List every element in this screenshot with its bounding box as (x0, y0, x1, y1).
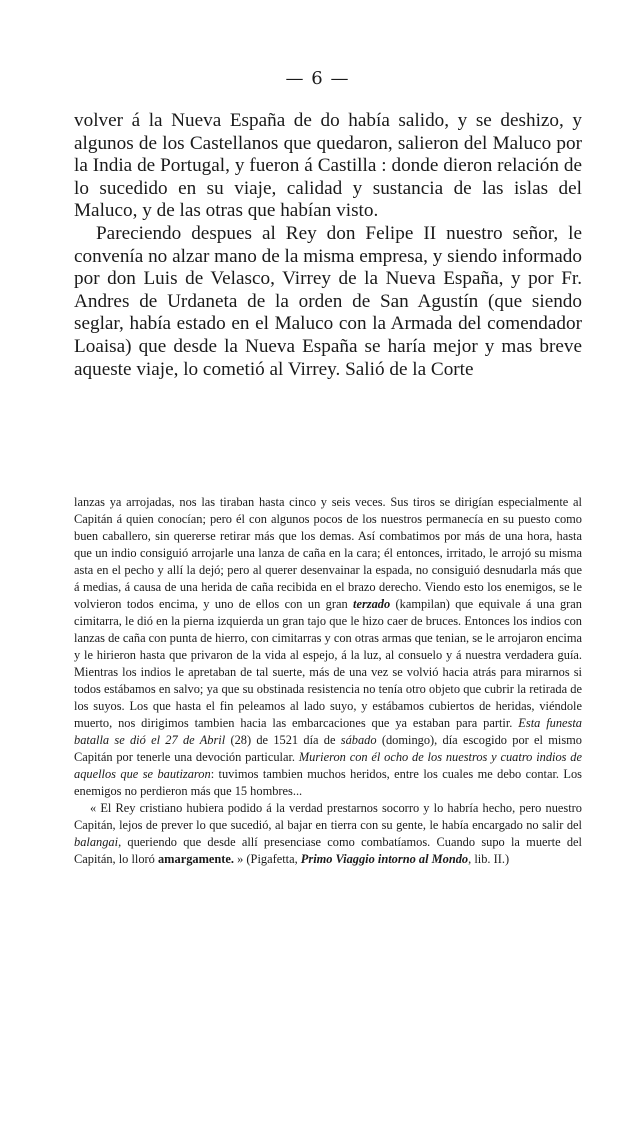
footnote-italic: Murieron con él ocho de los nuestros y cuatro indios de aquellos que se bautizaron (74, 750, 582, 781)
footnote-italic: balangai (74, 835, 119, 849)
footnote-source-title: Primo Viaggio intorno al Mondo (300, 852, 469, 866)
footnote-text: (kampilan) que equivale á una gran cimitarra, le dió en la pierna izquierda un gran tajo que le hizo caer de bruces. Entonces los indios con lanzas de caña con punta de hierro, con cimitarras y con otras armas que tenian, se le arrojaron encima y le hirieron hasta que privaron de la vida al espejo, á la luz, al consuelo y á nuestra verdadera guía. Mientras los indios le apretaban de tal suerte, más de una vez se volvió hacia atrás para mirarnos si todos estábamos en salvo; ya que su obstinada resistencia no tenía otro objeto que cubrir la retirada de los suyos. Los que hasta el fin peleamos al lado suyo, y estábamos cubiertos de heridas, viéndole muerto, nos dirigimos tambien hacia las embarcaciones que ya estaban para partir. (74, 597, 582, 730)
main-paragraph-2: Pareciendo despues al Rey don Felipe II nuestro señor, le convenía no alzar mano de la misma empresa, y siendo informado por don Luis de Velasco, Virrey de la Nueva España, y por Fr. Andres de Urdaneta de la orden de San Agustín (que siendo seglar, había estado en el Maluco con la Armada del comendador Loaisa) que desde la Nueva España se haría mejor y mas breve aqueste viaje, lo cometió al Virrey. Salió de la Corte (74, 222, 582, 380)
footnote-text: (domingo), día escogido por el mismo Capitán por tenerle una devoción particular. (74, 733, 582, 764)
footnote-text: « El Rey cristiano hubiera podido á la verdad prestarnos socorro y lo habría hecho, pero nuestro Capitán, lejos de prever lo que sucedió, al bajar en tierra con su gente, le había encargado no salir del (74, 801, 582, 832)
footnote-text: , lib. II.) (468, 852, 510, 866)
footnote-text: (28) de 1521 día de (225, 733, 341, 747)
footnote-text: , queriendo que desde allí presenciase como combatíamos. Cuando supo la muerte del Capitán, lo lloró (74, 835, 582, 866)
footnote-text: » (Pigafetta, (234, 852, 301, 866)
footnote (74, 494, 582, 868)
main-text (74, 110, 582, 381)
main-paragraph-1: volver á la Nueva España de do había salido, y se deshizo, y algunos de los Castellanos que quedaron, salieron del Maluco por la India de Portugal, y fueron á Castilla : donde dieron relación de lo sucedido en su viaje, calidad y sustancia de las islas del Maluco, y de las otras que habían visto. (74, 110, 582, 222)
footnote-text: : tuvimos tambien muchos heridos, entre los cuales me debo contar. Los enemigos no perdieron más que 15 hombres... (74, 767, 583, 798)
footnote-italic: Esta funesta batalla se dió el 27 de Abril (74, 716, 583, 747)
footnote-italic: sábado (340, 733, 377, 747)
page-number: — 6 — (285, 68, 350, 89)
footnote-text: lanzas ya arrojadas, nos las tiraban hasta cinco y seis veces. Sus tiros se dirigían especialmente al Capitán á quien conocían; pero él con algunos pocos de los nuestros permanecía en su puesto como buen caballero, sin quererse retirar más que los demas. Así combatimos por más de una hora, hasta que un indio consiguió arrojarle una lanza de caña en la cara; él entonces, irritado, le arrojó su misma asta en el pecho y allí la dejó; pero al querer desenvainar la espada, no consiguió desnudarla más que á medias, á causa de una herida de caña recibida en el brazo derecho. Viendo esto los enemigos, se le volvieron todos encima, y uno de ellos con un gran (74, 495, 582, 611)
footnote-bold: amargamente. (157, 852, 235, 866)
footnote-paragraph-2 (74, 800, 582, 868)
footnote-term: terzado (353, 597, 391, 611)
footnote-paragraph-1 (74, 494, 582, 800)
